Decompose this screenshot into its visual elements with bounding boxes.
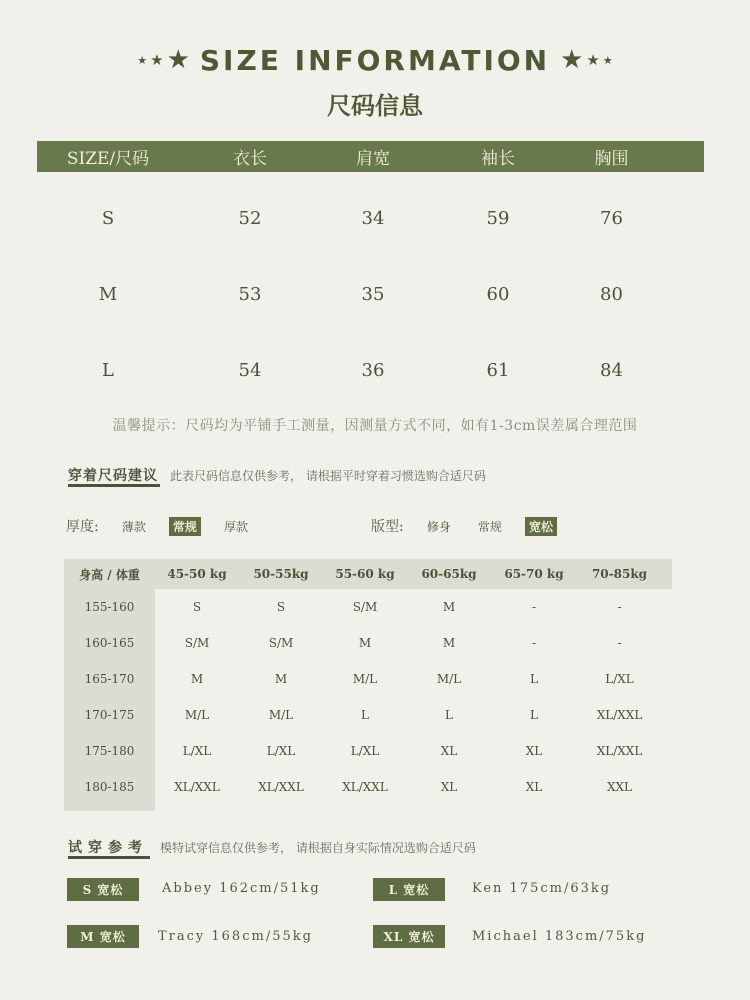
size-cell: L — [102, 359, 114, 381]
fit-option-slim: 修身 — [426, 520, 451, 534]
rec-header-cell: 55-60 kg — [335, 567, 395, 581]
rec-cell: XL — [525, 744, 543, 758]
size-cell: S — [101, 207, 115, 229]
rec-cell: M — [442, 636, 456, 650]
size-cell: M — [98, 283, 118, 305]
advice-title: 穿着尺码建议 — [68, 465, 158, 485]
rec-cell: L — [361, 708, 369, 722]
rec-height-cell: 160-165 — [84, 636, 135, 650]
rec-cell: - — [531, 636, 537, 650]
size-header-cell: 肩宽 — [356, 149, 390, 169]
rec-cell: XL — [440, 780, 458, 794]
try-on-section — [68, 837, 476, 857]
size-table-header — [37, 141, 704, 172]
size-header-cell: SIZE/尺码 — [66, 149, 150, 169]
rec-cell: M — [190, 672, 204, 686]
rec-cell: M — [274, 672, 288, 686]
rec-height-cell: 155-160 — [84, 600, 135, 614]
model-tag: S 宽松 — [67, 878, 139, 901]
size-cell: 84 — [600, 359, 623, 381]
rec-cell: XL/XXL — [596, 744, 643, 758]
rec-height-cell: 180-185 — [84, 780, 135, 794]
rec-height-cell: 175-180 — [84, 744, 135, 758]
measurement-notice: 温馨提示：尺码均为平铺手工测量，因测量方式不同，如有1-3cm误差属合理范围 — [112, 418, 638, 434]
size-cell: 35 — [361, 283, 385, 305]
model-tag: XL 宽松 — [373, 925, 445, 948]
rec-cell: XL — [525, 780, 543, 794]
rec-cell: - — [617, 636, 622, 650]
fit-options — [371, 516, 557, 536]
rec-cell: S — [276, 600, 286, 614]
try-on-title: 试穿参考 — [68, 837, 148, 857]
rec-cell: - — [617, 600, 622, 614]
model-info: Michael 183cm/75kg — [472, 929, 647, 944]
rec-cell: L — [530, 708, 538, 722]
rec-header-cell: 65-70 kg — [504, 567, 564, 581]
thickness-option-thick: 厚款 — [224, 520, 249, 534]
try-on-note: 模特试穿信息仅供参考， 请根据自身实际情况选购合适尺码 — [160, 841, 476, 855]
rec-row — [64, 661, 672, 697]
left-stars-icon: ★ ★ ★ — [137, 45, 190, 75]
model-tag: L 宽松 — [373, 878, 445, 901]
right-stars-icon: ★ ★ ★ — [560, 45, 613, 75]
size-cell: 60 — [486, 283, 510, 305]
rec-cell: S — [192, 600, 202, 614]
model-info: Tracy 168cm/55kg — [158, 929, 313, 944]
rec-cell: M/L — [268, 708, 294, 722]
thickness-label: 厚度: — [66, 519, 99, 535]
page-header — [0, 38, 750, 121]
rec-cell: XL/XXL — [342, 780, 388, 794]
thickness-options — [66, 516, 252, 536]
size-row — [37, 274, 704, 314]
rec-row — [64, 769, 672, 805]
rec-header-cell: 70-85kg — [591, 567, 648, 581]
rec-cell: M — [358, 636, 372, 650]
rec-cell: M/L — [184, 708, 210, 722]
rec-cell: L — [445, 708, 453, 722]
rec-cell: L/XL — [350, 744, 380, 758]
rec-cell: S/M — [184, 636, 210, 650]
size-cell: 59 — [486, 207, 510, 229]
rec-cell: L/XL — [182, 744, 212, 758]
rec-row — [64, 625, 672, 661]
rec-height-cell: 170-175 — [84, 708, 135, 722]
fit-option-loose: 宽松 — [525, 517, 557, 536]
rec-header-cell: 45-50 kg — [167, 567, 227, 581]
rec-cell: XL/XXL — [174, 780, 220, 794]
rec-cell: XXL — [606, 780, 633, 794]
size-cell: 80 — [600, 283, 623, 305]
rec-row — [64, 589, 672, 625]
title-en: SIZE INFORMATION — [199, 43, 551, 77]
size-cell: 36 — [361, 359, 385, 381]
model-info: Abbey 162cm/51kg — [162, 881, 321, 896]
rec-cell: S/M — [268, 636, 294, 650]
rec-cell: L — [530, 672, 538, 686]
rec-cell: M — [442, 600, 456, 614]
size-row — [37, 198, 704, 238]
rec-height-cell: 165-170 — [84, 672, 135, 686]
size-header-cell: 胸围 — [594, 149, 629, 169]
rec-cell: XL — [440, 744, 458, 758]
size-cell: 76 — [600, 207, 623, 229]
advice-section — [68, 465, 486, 485]
rec-cell: XL/XXL — [258, 780, 304, 794]
model-info: Ken 175cm/63kg — [472, 881, 612, 896]
fit-label: 版型: — [371, 519, 404, 535]
rec-header-row — [64, 559, 672, 589]
thickness-option-regular: 常规 — [169, 517, 201, 536]
rec-row — [64, 733, 672, 769]
size-header-cell: 袖长 — [481, 149, 515, 169]
size-cell: 34 — [361, 207, 385, 229]
rec-header-cell: 身高 / 体重 — [79, 567, 140, 582]
size-cell: 54 — [238, 359, 262, 381]
rec-cell: M/L — [352, 672, 378, 686]
thickness-option-thin: 薄款 — [121, 520, 146, 534]
title-cn: 尺码信息 — [327, 91, 423, 120]
fit-option-regular: 常规 — [477, 520, 502, 534]
rec-cell: L/XL — [605, 672, 634, 686]
rec-header-cell: 60-65kg — [421, 567, 477, 581]
size-row — [37, 350, 704, 390]
size-recommendation-table — [64, 559, 672, 811]
advice-note: 此表尺码信息仅供参考， 请根据平时穿着习惯选购合适尺码 — [170, 469, 486, 483]
rec-cell: L/XL — [266, 744, 296, 758]
rec-cell: M/L — [436, 672, 462, 686]
size-cell: 61 — [486, 359, 510, 381]
size-cell: 52 — [238, 207, 262, 229]
rec-row — [64, 697, 672, 733]
rec-cell: - — [531, 600, 537, 614]
rec-cell: S/M — [352, 600, 378, 614]
size-cell: 53 — [238, 283, 262, 305]
model-tag: M 宽松 — [67, 925, 139, 948]
size-header-cell: 衣长 — [233, 149, 267, 169]
rec-cell: XL/XXL — [596, 708, 643, 722]
rec-header-cell: 50-55kg — [253, 567, 309, 581]
